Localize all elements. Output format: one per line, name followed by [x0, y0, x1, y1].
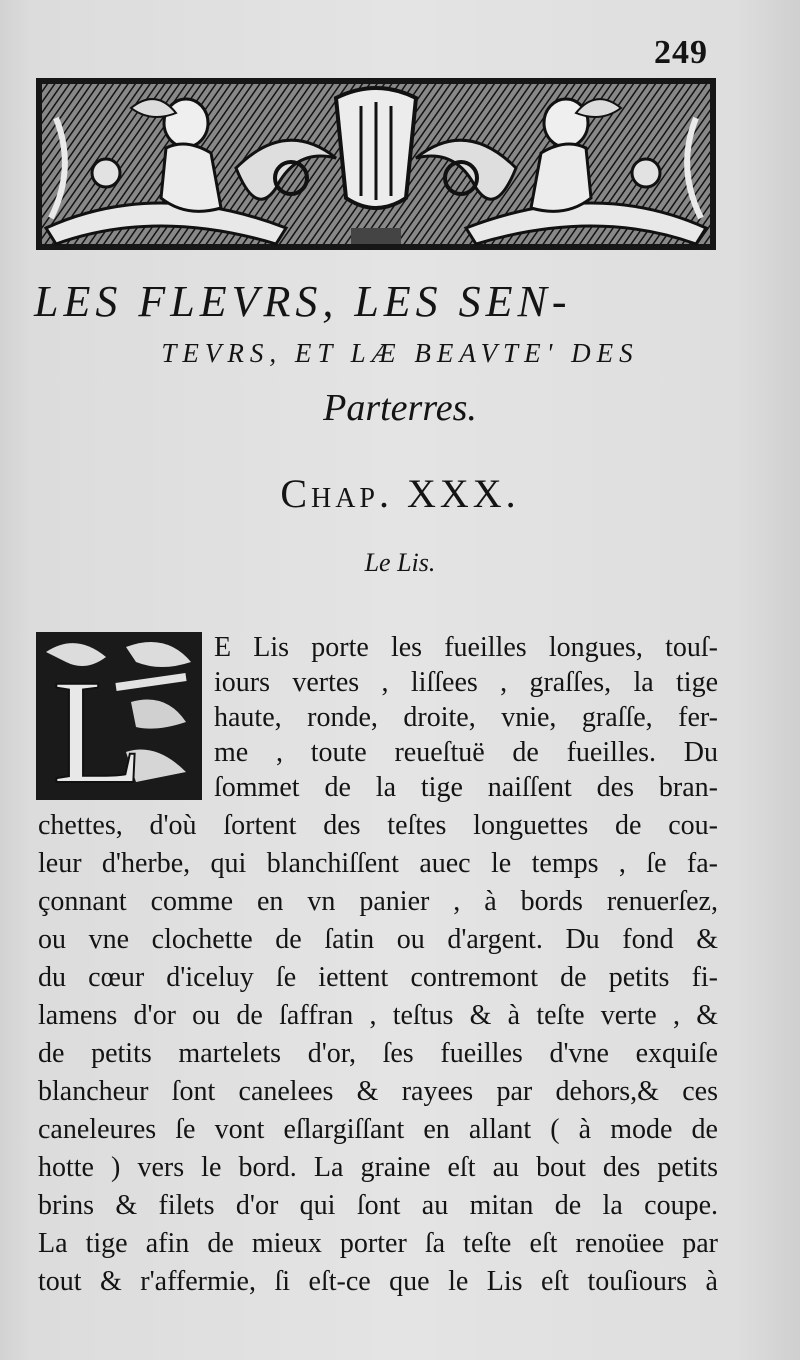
- body-line: haute, ronde, droite, vnie, graſſe, fer-: [214, 702, 718, 733]
- title-line-1: LES FLEVRS, LES SEN-: [34, 277, 572, 326]
- decorated-initial: [36, 632, 202, 800]
- body-line: blancheur ſont canelees & rayees par dehors,& ces: [38, 1076, 718, 1107]
- body-line: La tige afin de mieux porter ſa teſte eſt renoüee par: [38, 1228, 718, 1259]
- chapter-heading: Chap. XXX.: [280, 471, 520, 516]
- body-line: iours vertes , liſſees , graſſes, la tige: [214, 667, 718, 698]
- body-line: caneleures ſe vont eſlargiſſant en allant ( à mode de: [38, 1114, 718, 1145]
- body-line: de petits martelets d'or, ſes fueilles d'vne exquiſe: [38, 1038, 718, 1069]
- body-line: hotte ) vers le bord. La graine eſt au bout des petits: [38, 1152, 718, 1183]
- woodcut-headpiece-ornament: [36, 78, 716, 250]
- body-line: chettes, d'où ſortent des teſtes longuettes de cou-: [38, 810, 718, 841]
- title-line-2: TEVRS, ET LÆ BEAVTE' DES: [161, 338, 639, 368]
- body-line: ou vne clochette de ſatin ou d'argent. Du fond &: [38, 924, 718, 955]
- body-line: du cœur d'iceluy ſe iettent contremont de petits fi-: [38, 962, 718, 993]
- section-title: Le Lis.: [364, 548, 436, 577]
- body-line: E Lis porte les fueilles longues, touſ-: [214, 632, 718, 663]
- drop-cap-letter: L: [52, 649, 144, 800]
- title-line-3: Parterres.: [323, 387, 477, 429]
- body-line: leur d'herbe, qui blanchiſſent auec le temps , ſe fa-: [38, 848, 718, 879]
- body-line: brins & filets d'or qui ſont au mitan de la coupe.: [38, 1190, 718, 1221]
- body-line: me , toute reueſtuë de fueilles. Du: [214, 737, 718, 768]
- page-number: 249: [654, 34, 708, 71]
- body-line: ſommet de la tige naiſſent des bran-: [214, 772, 718, 803]
- body-line: lamens d'or ou de ſaffran , teſtus & à teſte verte , &: [38, 1000, 718, 1031]
- body-line: çonnant comme en vn panier , à bords renuerſez,: [38, 886, 718, 917]
- body-line: tout & r'affermie, ſi eſt-ce que le Lis eſt touſiours à: [38, 1266, 718, 1297]
